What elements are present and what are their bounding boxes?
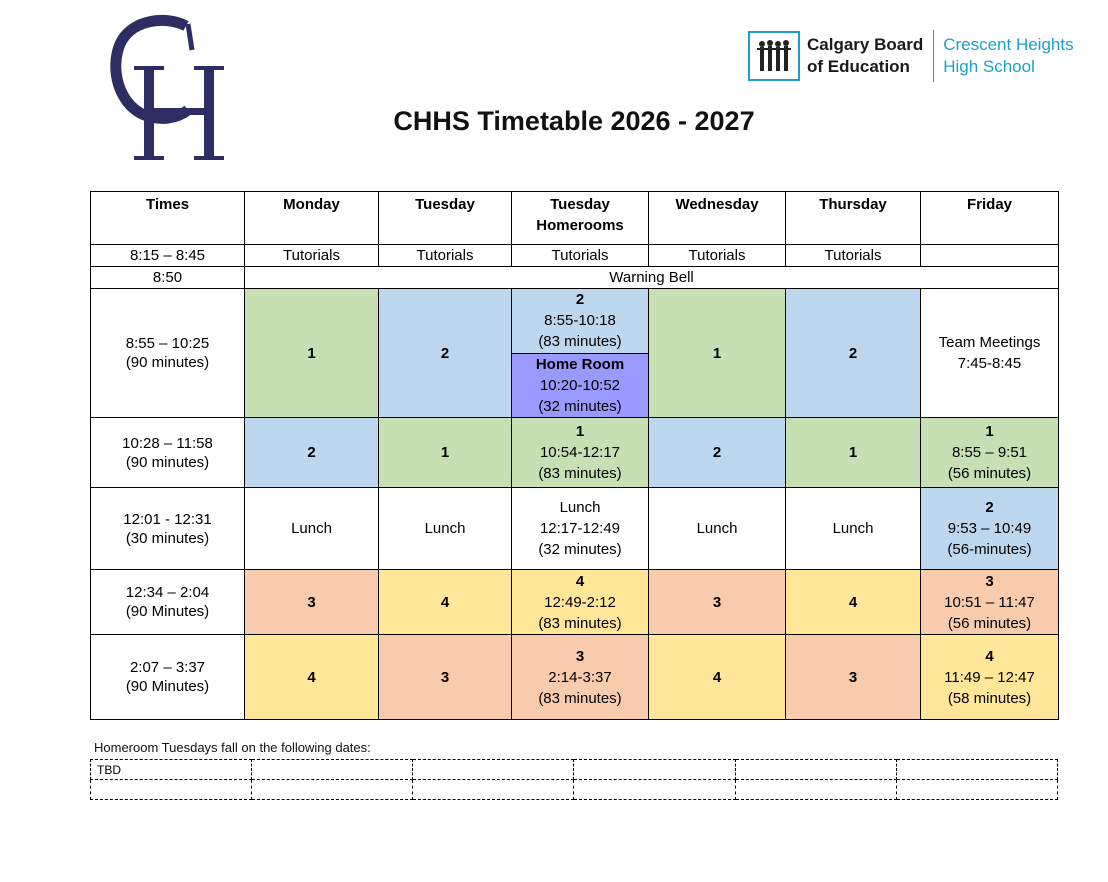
block-cell: 2 <box>786 289 921 418</box>
block-cell: 1 10:54-12:17 (83 minutes) <box>512 418 649 488</box>
lunch-cell: Lunch <box>649 488 786 570</box>
block-cell: 2 <box>245 418 379 488</box>
date-cell <box>735 760 896 780</box>
header-tuesday: Tuesday <box>379 192 512 245</box>
tuesday-homeroom-split <box>512 289 649 418</box>
header-friday: Friday <box>921 192 1059 245</box>
date-cell <box>574 760 735 780</box>
tutorial-time: 8:15 – 8:45 <box>91 245 245 267</box>
homeroom-note: Homeroom Tuesdays fall on the following dates: <box>94 740 371 755</box>
tutorial-tue: Tutorials <box>379 245 512 267</box>
bell-row <box>91 267 1059 289</box>
date-cell <box>896 780 1057 800</box>
logo-divider <box>933 30 934 82</box>
time-cell: 2:07 – 3:37 (90 Minutes) <box>91 635 245 720</box>
block-cell: 2 9:53 – 10:49 (56-minutes) <box>921 488 1059 570</box>
cbe-logo <box>748 30 1074 82</box>
ch-logo <box>108 14 238 164</box>
tutorial-fri <box>921 245 1059 267</box>
block-cell: 2 <box>379 289 512 418</box>
block-cell: 3 10:51 – 11:47 (56 minutes) <box>921 570 1059 635</box>
date-cell <box>413 780 574 800</box>
dates-row <box>91 780 1058 800</box>
cbe-name: Calgary Board of Education <box>807 35 924 76</box>
header-thursday: Thursday <box>786 192 921 245</box>
block-cell: 4 <box>649 635 786 720</box>
date-cell: TBD <box>91 760 252 780</box>
period-row-3 <box>91 488 1059 570</box>
period-row-5 <box>91 635 1059 720</box>
period-row-1 <box>91 289 1059 418</box>
date-cell <box>91 780 252 800</box>
tutorial-tuehr: Tutorials <box>512 245 649 267</box>
timetable <box>90 191 1059 720</box>
header-tuesday-homerooms: Tuesday Homerooms <box>512 192 649 245</box>
block-cell: 4 11:49 – 12:47 (58 minutes) <box>921 635 1059 720</box>
tutorial-mon: Tutorials <box>245 245 379 267</box>
time-cell: 12:34 – 2:04 (90 Minutes) <box>91 570 245 635</box>
header-row <box>91 192 1059 245</box>
date-cell <box>574 780 735 800</box>
period-row-2 <box>91 418 1059 488</box>
block-cell: 1 <box>379 418 512 488</box>
time-cell: 12:01 - 12:31 (30 minutes) <box>91 488 245 570</box>
homeroom-dates-table <box>90 759 1058 800</box>
time-cell: 8:55 – 10:25 (90 minutes) <box>91 289 245 418</box>
block-cell: 3 2:14-3:37 (83 minutes) <box>512 635 649 720</box>
block-cell: 2 8:55-10:18 (83 minutes) <box>512 289 648 354</box>
lunch-cell: Lunch <box>786 488 921 570</box>
bell-time: 8:50 <box>91 267 245 289</box>
block-cell: 2 <box>649 418 786 488</box>
block-cell: 4 <box>786 570 921 635</box>
block-cell: 4 <box>379 570 512 635</box>
warning-bell: Warning Bell <box>245 267 1059 289</box>
tutorial-row <box>91 245 1059 267</box>
block-cell: 3 <box>786 635 921 720</box>
school-name: Crescent Heights High School <box>943 35 1074 76</box>
team-meetings-cell: Team Meetings 7:45-8:45 <box>921 289 1059 418</box>
dates-row <box>91 760 1058 780</box>
page-title: CHHS Timetable 2026 - 2027 <box>393 106 755 136</box>
block-cell: 1 <box>649 289 786 418</box>
header-times: Times <box>91 192 245 245</box>
block-cell: 3 <box>245 570 379 635</box>
block-cell: 3 <box>649 570 786 635</box>
time-cell: 10:28 – 11:58 (90 minutes) <box>91 418 245 488</box>
tutorial-wed: Tutorials <box>649 245 786 267</box>
block-cell: 1 <box>245 289 379 418</box>
block-cell: 1 8:55 – 9:51 (56 minutes) <box>921 418 1059 488</box>
block-cell: 3 <box>379 635 512 720</box>
home-room-cell: Home Room 10:20-10:52 (32 minutes) <box>512 354 648 418</box>
people-icon <box>748 31 800 81</box>
date-cell <box>413 760 574 780</box>
block-cell: 1 <box>786 418 921 488</box>
lunch-cell: Lunch <box>245 488 379 570</box>
date-cell <box>896 760 1057 780</box>
block-cell: 4 12:49-2:12 (83 minutes) <box>512 570 649 635</box>
period-row-4 <box>91 570 1059 635</box>
tutorial-thu: Tutorials <box>786 245 921 267</box>
header-wednesday: Wednesday <box>649 192 786 245</box>
header-monday: Monday <box>245 192 379 245</box>
date-cell <box>735 780 896 800</box>
date-cell <box>252 780 413 800</box>
date-cell <box>252 760 413 780</box>
block-cell: 4 <box>245 635 379 720</box>
lunch-cell: Lunch <box>379 488 512 570</box>
lunch-cell: Lunch 12:17-12:49 (32 minutes) <box>512 488 649 570</box>
